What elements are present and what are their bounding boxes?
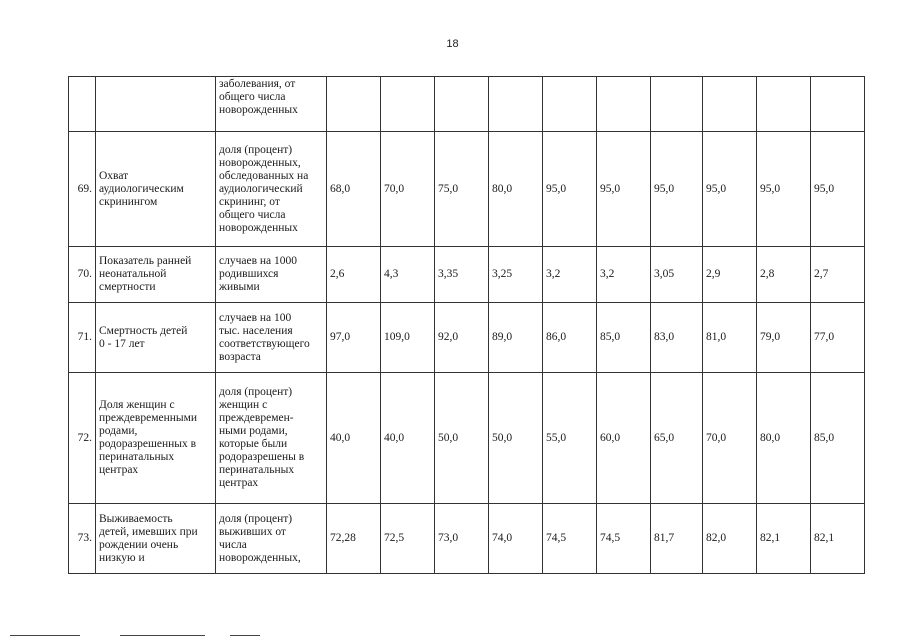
unit-line: родившихся	[219, 268, 279, 280]
indicator-name	[96, 303, 216, 373]
indicator-name-line: Показатель ранней	[99, 255, 192, 267]
value-cell: 89,0	[489, 303, 543, 373]
value-cell: 82,1	[757, 504, 811, 574]
unit-line: аудиологический	[219, 182, 303, 195]
indicator-name-line: Охват	[99, 169, 129, 182]
row-number: 73.	[69, 504, 96, 574]
value-cell: 74,5	[597, 504, 651, 574]
unit-of-measure	[216, 132, 327, 247]
indicator-name-line: преждевременными	[99, 412, 198, 424]
value-cell: 81,7	[651, 504, 703, 574]
unit-line: соответствующего	[219, 337, 310, 350]
value-cell	[381, 77, 435, 132]
value-cell	[543, 77, 597, 132]
value-cell: 60,0	[597, 373, 651, 504]
value-cell: 55,0	[543, 373, 597, 504]
unit-line: новорожденных,	[219, 551, 301, 564]
value-cell: 40,0	[327, 373, 381, 504]
indicators-table	[68, 76, 865, 574]
indicator-name-line: Выживаемость	[99, 512, 173, 525]
value-cell	[489, 77, 543, 132]
unit-of-measure	[216, 247, 327, 303]
value-cell: 40,0	[381, 373, 435, 504]
unit-line: случаев на 1000	[219, 255, 298, 267]
indicator-name-line: Доля женщин с	[99, 399, 175, 411]
table-row	[69, 373, 865, 504]
unit-line: женщин с	[219, 399, 268, 411]
value-cell: 73,0	[435, 504, 489, 574]
row-number: 69.	[69, 132, 96, 247]
unit-line: числа	[219, 538, 247, 551]
unit-line: скрининг, от	[219, 195, 280, 208]
table-row	[69, 247, 865, 303]
value-cell: 68,0	[327, 132, 381, 247]
unit-line: перинатальных	[219, 464, 295, 476]
indicator-name-line: смертности	[99, 281, 156, 293]
indicator-name-line: неонатальной	[99, 268, 167, 280]
indicator-name-line: родоразрешенных в	[99, 438, 197, 450]
value-cell: 95,0	[597, 132, 651, 247]
unit-of-measure	[216, 373, 327, 504]
value-cell: 3,25	[489, 247, 543, 303]
unit-line: общего числа	[219, 91, 286, 103]
value-cell: 70,0	[381, 132, 435, 247]
unit-line: новорожденных	[219, 104, 298, 116]
unit-line: новорожденных	[219, 221, 298, 234]
unit-of-measure	[216, 77, 327, 132]
indicator-name-line: 0 - 17 лет	[99, 337, 145, 350]
value-cell: 50,0	[435, 373, 489, 504]
value-cell: 77,0	[811, 303, 865, 373]
row-number: 71.	[69, 303, 96, 373]
value-cell	[435, 77, 489, 132]
value-cell: 85,0	[597, 303, 651, 373]
unit-line: доля (процент)	[219, 512, 293, 525]
unit-line: ными родами,	[219, 425, 288, 437]
value-cell	[327, 77, 381, 132]
value-cell: 86,0	[543, 303, 597, 373]
value-cell: 3,2	[543, 247, 597, 303]
value-cell	[651, 77, 703, 132]
row-number	[69, 77, 96, 132]
unit-line: доля (процент)	[219, 143, 293, 156]
page-number: 18	[446, 38, 459, 50]
indicator-name-line: скринингом	[99, 195, 158, 208]
indicator-name-line: детей, имевших при	[99, 525, 198, 538]
value-cell: 2,6	[327, 247, 381, 303]
unit-line: случаев на 100	[219, 311, 292, 324]
value-cell: 81,0	[703, 303, 757, 373]
value-cell: 95,0	[811, 132, 865, 247]
indicator-name-line: низкую и	[99, 551, 145, 564]
value-cell: 79,0	[757, 303, 811, 373]
value-cell: 82,0	[703, 504, 757, 574]
indicator-name-line: родами,	[99, 425, 138, 437]
value-cell: 3,2	[597, 247, 651, 303]
value-cell: 2,8	[757, 247, 811, 303]
unit-line: обследованных на	[219, 169, 309, 182]
table-row	[69, 303, 865, 373]
unit-line: которые были	[219, 438, 288, 450]
value-cell: 83,0	[651, 303, 703, 373]
indicator-name-line: центрах	[99, 464, 139, 476]
unit-line: преждевремен-	[219, 412, 294, 424]
value-cell: 2,7	[811, 247, 865, 303]
value-cell	[757, 77, 811, 132]
value-cell: 74,0	[489, 504, 543, 574]
unit-line: родоразрешены в	[219, 451, 305, 463]
indicator-name-line: рождении очень	[99, 538, 179, 551]
unit-line: выживших от	[219, 525, 286, 538]
value-cell: 95,0	[543, 132, 597, 247]
value-cell: 95,0	[651, 132, 703, 247]
indicator-name	[96, 132, 216, 247]
value-cell	[703, 77, 757, 132]
value-cell: 80,0	[757, 373, 811, 504]
value-cell: 72,5	[381, 504, 435, 574]
table-row	[69, 132, 865, 247]
value-cell: 72,28	[327, 504, 381, 574]
unit-line: возраста	[219, 350, 261, 363]
table-row	[69, 77, 865, 132]
value-cell: 82,1	[811, 504, 865, 574]
unit-line: тыс. населения	[219, 324, 293, 337]
unit-line: общего числа	[219, 208, 286, 221]
value-cell: 95,0	[757, 132, 811, 247]
value-cell: 3,35	[435, 247, 489, 303]
indicator-name	[96, 504, 216, 574]
value-cell: 80,0	[489, 132, 543, 247]
row-number: 70.	[69, 247, 96, 303]
value-cell: 3,05	[651, 247, 703, 303]
value-cell: 65,0	[651, 373, 703, 504]
value-cell: 97,0	[327, 303, 381, 373]
value-cell: 50,0	[489, 373, 543, 504]
unit-line: центрах	[219, 477, 259, 489]
value-cell	[811, 77, 865, 132]
value-cell: 95,0	[703, 132, 757, 247]
unit-line: новорожденных,	[219, 156, 301, 169]
indicator-name	[96, 77, 216, 132]
indicator-name-line: аудиологическим	[99, 182, 184, 195]
indicator-name-line: перинатальных	[99, 451, 175, 463]
table-row	[69, 504, 865, 574]
unit-of-measure	[216, 303, 327, 373]
unit-of-measure	[216, 504, 327, 574]
indicator-name	[96, 247, 216, 303]
row-number: 72.	[69, 373, 96, 504]
value-cell: 4,3	[381, 247, 435, 303]
unit-line: заболевания, от	[219, 78, 296, 90]
value-cell: 85,0	[811, 373, 865, 504]
value-cell	[597, 77, 651, 132]
value-cell: 109,0	[381, 303, 435, 373]
footer-lines	[0, 632, 905, 640]
indicator-name	[96, 373, 216, 504]
indicator-name-line: Смертность детей	[99, 324, 188, 337]
value-cell: 2,9	[703, 247, 757, 303]
value-cell: 74,5	[543, 504, 597, 574]
unit-line: живыми	[219, 281, 260, 293]
value-cell: 92,0	[435, 303, 489, 373]
value-cell: 75,0	[435, 132, 489, 247]
value-cell: 70,0	[703, 373, 757, 504]
unit-line: доля (процент)	[219, 386, 293, 398]
